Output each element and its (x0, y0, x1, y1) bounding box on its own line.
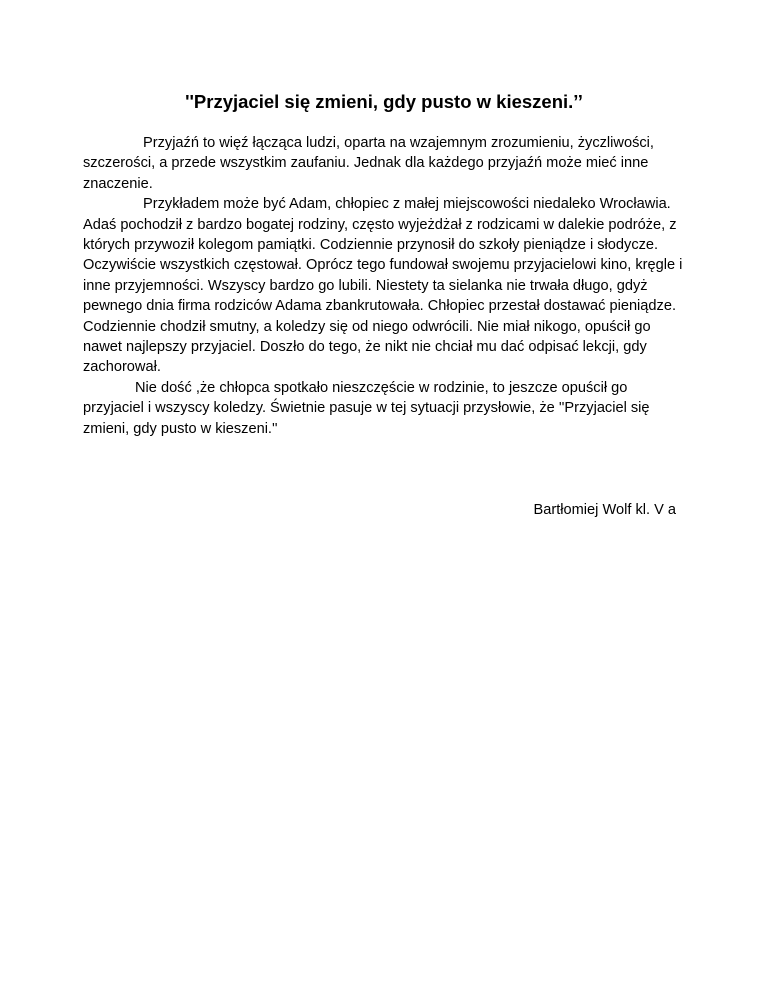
author-signature: Bartłomiej Wolf kl. V a (533, 502, 676, 518)
document-body (83, 133, 683, 439)
paragraph-intro: Przyjaźń to więź łącząca ludzi, oparta na wzajemnym zrozumieniu, życzliwości, szczerości, a przede wszystkim zaufaniu. Jednak dla każdego przyjaźń może mieć inne znaczenie. (83, 135, 654, 192)
document-title: ''Przyjaciel się zmieni, gdy pusto w kieszeni.’’ (185, 91, 583, 112)
paragraph-example: Przykładem może być Adam, chłopiec z małej miejscowości niedaleko Wrocławia. Adaś pochodził z bardzo bogatej rodziny, często wyjeżdżał z rodzicami w dalekie podróże, z których przywoził kolegom pamiątki. Codziennie przynosił do szkoły pieniądze i słodycze. Oczywiście wszystkich częstował. Oprócz tego fundował swojemu przyjacielowi kino, kręgle i inne przyjemności. Wszyscy bardzo go lubili. Niestety ta sielanka nie trwała długo, gdyż pewnego dnia firma rodziców Adama zbankrutowała. Chłopiec przestał dostawać pieniądze. Codziennie chodził smutny, a koledzy się od niego odwrócili. Nie miał nikogo, opuścił go nawet najlepszy przyjaciel. Doszło do tego, że nikt nie chciał mu dać odpisać lekcji, gdy zachorował. (83, 196, 683, 376)
paragraph-conclusion: Nie dość ,że chłopca spotkało nieszczęście w rodzinie, to jeszcze opuścił go przyjaciel i wszyscy koledzy. Świetnie pasuje w tej sytuacji przysłowie, że ''Przyjaciel się zmieni, gdy pusto w kieszeni.'' (83, 379, 650, 437)
